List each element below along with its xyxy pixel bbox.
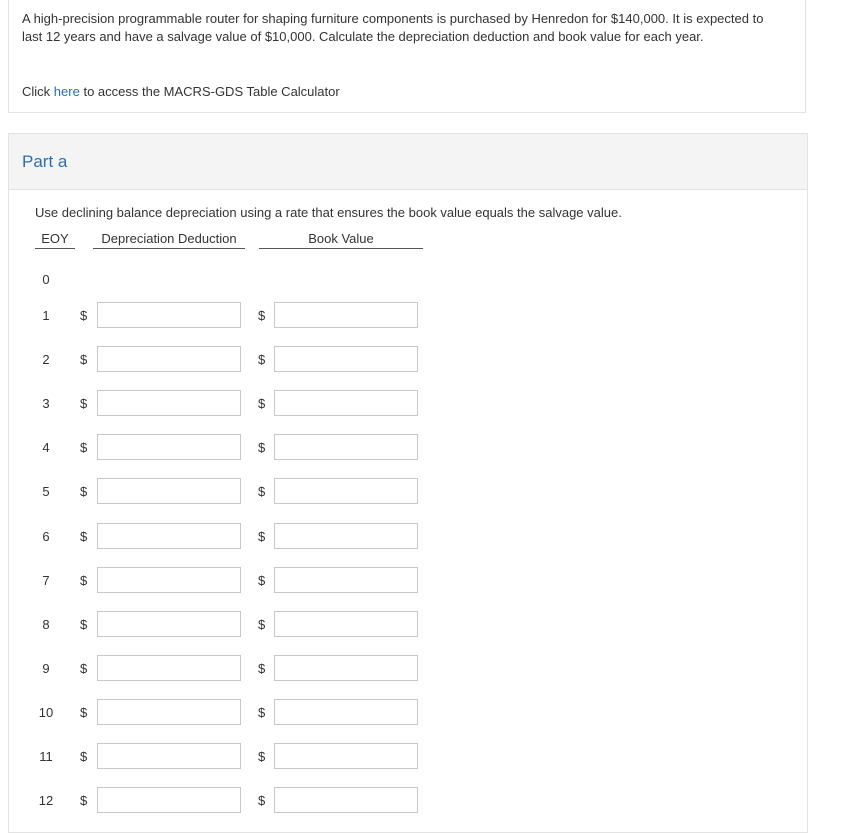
- book-value-currency-symbol: $: [258, 352, 266, 367]
- depreciation-deduction-input[interactable]: [97, 523, 241, 549]
- depreciation-deduction-input[interactable]: [97, 478, 241, 504]
- book-value-input[interactable]: [274, 390, 418, 416]
- deduction-currency-symbol: $: [80, 440, 88, 455]
- book-value-column-header: Book Value: [259, 231, 423, 249]
- eoy-label: 6: [42, 529, 50, 544]
- book-value-input[interactable]: [274, 478, 418, 504]
- problem-statement: A high-precision programmable router for shaping furniture components is purchased by Henredon for $140,000. It is expected to last 12 years and have a salvage value of $10,000. Calculate the depreciation deduction and book value for each year.: [22, 11, 764, 44]
- part-a-header: [9, 134, 807, 190]
- eoy-label: 7: [42, 573, 50, 588]
- book-value-currency-symbol: $: [258, 617, 266, 632]
- eoy-label: 9: [42, 661, 50, 676]
- eoy-label: 1: [42, 308, 50, 323]
- deduction-currency-symbol: $: [80, 308, 88, 323]
- part-a-title: Part a: [22, 152, 68, 171]
- book-value-input[interactable]: [274, 743, 418, 769]
- eoy-label: 5: [42, 484, 50, 499]
- book-value-input[interactable]: [274, 611, 418, 637]
- depreciation-deduction-input[interactable]: [97, 390, 241, 416]
- eoy-label: 2: [42, 352, 50, 367]
- book-value-currency-symbol: $: [258, 573, 266, 588]
- deduction-currency-symbol: $: [80, 484, 88, 499]
- book-value-input[interactable]: [274, 346, 418, 372]
- book-value-input[interactable]: [274, 699, 418, 725]
- book-value-input[interactable]: [274, 655, 418, 681]
- depreciation-deduction-input[interactable]: [97, 743, 241, 769]
- book-value-currency-symbol: $: [258, 793, 266, 808]
- book-value-currency-symbol: $: [258, 705, 266, 720]
- calculator-suffix: to access the MACRS-GDS Table Calculator: [83, 84, 340, 99]
- book-value-currency-symbol: $: [258, 308, 266, 323]
- depreciation-deduction-input[interactable]: [97, 655, 241, 681]
- deduction-currency-symbol: $: [80, 529, 88, 544]
- book-value-input[interactable]: [274, 787, 418, 813]
- deduction-currency-symbol: $: [80, 661, 88, 676]
- book-value-input[interactable]: [274, 567, 418, 593]
- deduction-currency-symbol: $: [80, 396, 88, 411]
- eoy-label: 11: [39, 749, 53, 764]
- calculator-prefix: Click: [22, 84, 51, 99]
- book-value-currency-symbol: $: [258, 440, 266, 455]
- depreciation-deduction-input[interactable]: [97, 302, 241, 328]
- deduction-currency-symbol: $: [80, 705, 88, 720]
- eoy-start-year: 0: [42, 272, 50, 287]
- book-value-input[interactable]: [274, 434, 418, 460]
- depreciation-deduction-input[interactable]: [97, 434, 241, 460]
- problem-card: [8, 0, 806, 113]
- part-a-instructions: Use declining balance depreciation using a rate that ensures the book value equals the salvage value.: [35, 205, 622, 220]
- deduction-currency-symbol: $: [80, 617, 88, 632]
- book-value-currency-symbol: $: [258, 396, 266, 411]
- depreciation-deduction-input[interactable]: [97, 611, 241, 637]
- depreciation-deduction-input[interactable]: [97, 346, 241, 372]
- book-value-currency-symbol: $: [258, 529, 266, 544]
- book-value-currency-symbol: $: [258, 484, 266, 499]
- calculator-link[interactable]: here: [53, 84, 80, 99]
- book-value-input[interactable]: [274, 302, 418, 328]
- eoy-label: 12: [38, 793, 54, 808]
- book-value-currency-symbol: $: [258, 661, 266, 676]
- calculator-link-line: [22, 84, 340, 99]
- eoy-label: 3: [42, 396, 50, 411]
- book-value-input[interactable]: [274, 523, 418, 549]
- depreciation-deduction-input[interactable]: [97, 567, 241, 593]
- deduction-currency-symbol: $: [80, 352, 88, 367]
- eoy-label: 8: [42, 617, 50, 632]
- eoy-label: 10: [38, 705, 54, 720]
- depreciation-deduction-input[interactable]: [97, 787, 241, 813]
- part-a-card: [8, 133, 808, 833]
- book-value-currency-symbol: $: [258, 749, 266, 764]
- deduction-currency-symbol: $: [80, 793, 88, 808]
- depreciation-deduction-input[interactable]: [97, 699, 241, 725]
- eoy-label: 4: [42, 440, 50, 455]
- deduction-currency-symbol: $: [80, 749, 88, 764]
- deduction-column-header: Depreciation Deduction: [93, 231, 245, 249]
- eoy-column-header: EOY: [35, 231, 75, 249]
- deduction-currency-symbol: $: [80, 573, 88, 588]
